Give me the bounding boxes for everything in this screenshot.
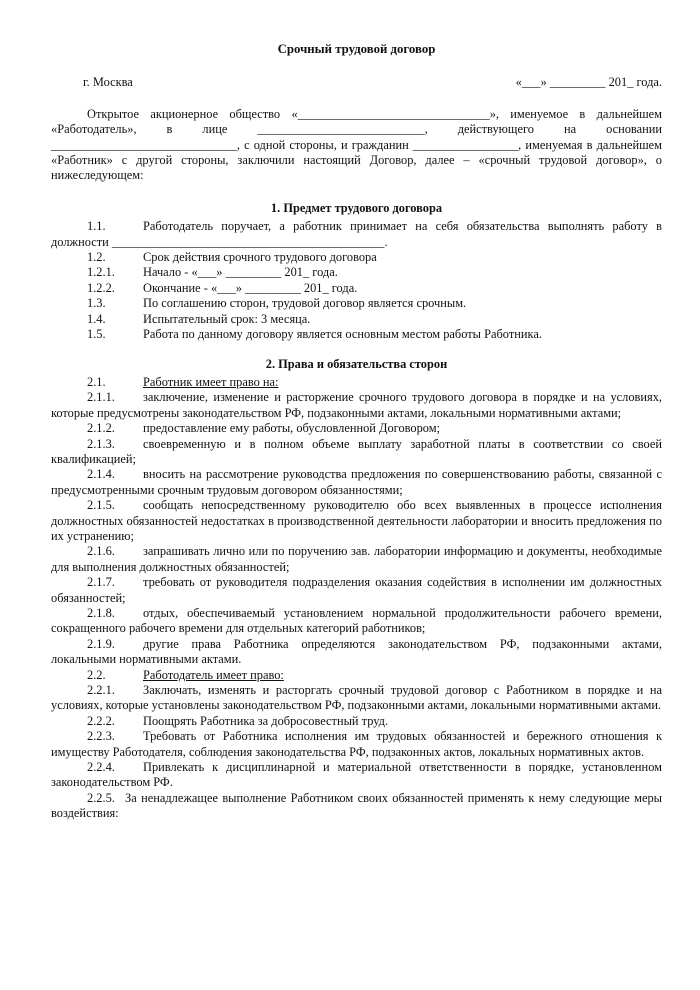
clause-1-3 — [51, 296, 662, 311]
section-1-heading: 1. Предмет трудового договора — [270, 200, 443, 215]
clause-number: 2.2.2. — [87, 713, 115, 728]
clause-text: Срок действия срочного трудового договора — [143, 250, 377, 265]
contract-date: «___» _________ 201_ года. — [515, 75, 662, 90]
clause-2-2 — [51, 668, 662, 683]
clause-text: вносить на рассмотрение руководства предложения по совершенствованию работы, связанной с предусмотренными срочным трудовым договором обязанностями; — [51, 467, 662, 497]
clause-number: 2.2.1. — [87, 683, 115, 698]
section-2-items — [51, 375, 662, 822]
clause-text: сообщать непосредственному руководителю обо всех выявленных в процессе исполнения должностных обязанностей недостатках в производственной деятельности лаборатории и вносить предложения по их устранению; — [51, 498, 662, 543]
clause-2-1-8 — [51, 606, 662, 637]
clause-text: Работодатель поручает, а работник принимает на себя обязательства выполнять работу в должности ____________________________________________. — [51, 219, 662, 249]
clause-text: Заключать, изменять и расторгать срочный трудовой договор с Работником в порядке и на условиях, которые установлены законодательством РФ, подзаконными актами, локальными нормативными актами. — [51, 683, 662, 713]
clause-1-4 — [51, 312, 662, 327]
clause-1-2-2 — [51, 281, 662, 296]
clause-number: 1.3. — [87, 296, 106, 311]
clause-2-1-1 — [51, 390, 662, 421]
clause-text: Начало - «___» _________ 201_ года. — [143, 265, 338, 280]
clause-2-1-2 — [51, 421, 662, 436]
clause-2-1-7 — [51, 575, 662, 606]
clause-number: 2.2. — [87, 667, 106, 682]
clause-text: За ненадлежащее выполнение Работником своих обязанностей применять к нему следующие меры воздействия: — [51, 790, 662, 821]
clause-number: 2.1.3. — [87, 436, 115, 451]
clause-number: 2.2.3. — [87, 729, 115, 744]
clause-number: 1.5. — [87, 327, 106, 342]
clause-number: 1.1. — [87, 219, 106, 234]
clause-1-2-1 — [51, 265, 662, 280]
clause-number: 2.1.9. — [87, 636, 115, 651]
city: г. Москва — [83, 75, 133, 90]
clause-text: отдых, обеспечиваемый установлением нормальной продолжительности рабочего времени, сокращенного рабочего времени для отдельных категорий работников; — [51, 606, 662, 636]
clause-text: другие права Работника определяются законодательством РФ, подзаконными актами, локальными нормативными актами. — [51, 636, 662, 667]
clause-number: 1.2.1. — [87, 265, 115, 280]
clause-2-2-5 — [51, 791, 662, 822]
clause-text: Испытательный срок: 3 месяца. — [143, 311, 311, 326]
clause-number: 2.2.4. — [87, 760, 115, 775]
clause-text: Окончание - «___» _________ 201_ года. — [143, 280, 358, 295]
section-2-heading: 2. Права и обязательства сторон — [265, 356, 448, 371]
clause-number: 2.2.5. — [87, 790, 115, 805]
clause-text: Работа по данному договору является основным местом работы Работника. — [143, 327, 542, 342]
clause-text: заключение, изменение и расторжение срочного трудового договора в порядке и на условиях, которые предусмотрены законодательством РФ, подзаконными актами, локальными нормативными актами; — [51, 390, 662, 420]
clause-text: По соглашению сторон, трудовой договор является срочным. — [143, 296, 467, 311]
clause-text: Поощрять Работника за добросовестный труд. — [143, 713, 389, 728]
clause-2-1-4 — [51, 467, 662, 498]
clause-number: 2.1.8. — [87, 606, 115, 620]
clause-2-1-9 — [51, 637, 662, 668]
clause-text: запрашивать лично или по поручению зав. лаборатории информацию и документы, необходимые для выполнения должностных обязанностей; — [51, 544, 662, 574]
clause-text: предоставление ему работы, обусловленной Договором; — [143, 421, 441, 436]
clause-1-5 — [51, 327, 662, 342]
clause-2-2-3 — [51, 729, 662, 760]
clause-text: Привлекать к дисциплинарной и материальной ответственности в порядке, установленном законодательством РФ. — [51, 760, 662, 790]
clause-text: Работодатель имеет право: — [143, 667, 284, 682]
section-1-items — [51, 219, 662, 342]
clause-number: 1.2.2. — [87, 280, 115, 295]
clause-text: Требовать от Работника исполнения им трудовых обязанностей и бережного отношения к имуществу Работодателя, соблюдения законодательства РФ, подзаконных актов, локальных нормативных актов. — [51, 729, 662, 759]
clause-number: 2.1. — [87, 374, 106, 389]
clause-2-1 — [51, 375, 662, 390]
clause-2-1-5 — [51, 498, 662, 544]
clause-number: 2.1.4. — [87, 467, 115, 482]
clause-text: требовать от руководителя подразделения оказания содействия в исполнении им должностных обязанностей; — [51, 575, 662, 605]
clause-number: 2.1.7. — [87, 575, 115, 590]
clause-number: 2.1.1. — [87, 390, 115, 405]
document-title: Срочный трудовой договор — [277, 42, 436, 56]
clause-number: 2.1.5. — [87, 498, 115, 513]
clause-2-2-2 — [51, 714, 662, 729]
clause-2-2-1 — [51, 683, 662, 714]
intro-paragraph: Открытое акционерное общество «_______________________________», именуемое в дальнейшем «Работодатель», в лице ___________________________, действующего на основании ______________________________, с одной стороны, и гражданин _________________, именуемая в дальнейшем «Работник» с другой стороны, заключили настоящий Договор, далее – «срочный трудовой договор», о нижеследующем: — [51, 106, 662, 183]
clause-2-1-6 — [51, 544, 662, 575]
clause-text: своевременную и в полном объеме выплату заработной платы в соответствии со своей квалификацией; — [51, 436, 662, 466]
place-date-line — [51, 75, 662, 90]
clause-1-2 — [51, 250, 662, 265]
clause-1-1 — [51, 219, 662, 250]
clause-number: 2.1.6. — [87, 544, 115, 559]
clause-2-2-4 — [51, 760, 662, 791]
clause-number: 2.1.2. — [87, 421, 115, 436]
clause-number: 1.4. — [87, 311, 106, 326]
clause-number: 1.2. — [87, 250, 106, 265]
clause-2-1-3 — [51, 437, 662, 468]
clause-text: Работник имеет право на: — [143, 374, 279, 389]
